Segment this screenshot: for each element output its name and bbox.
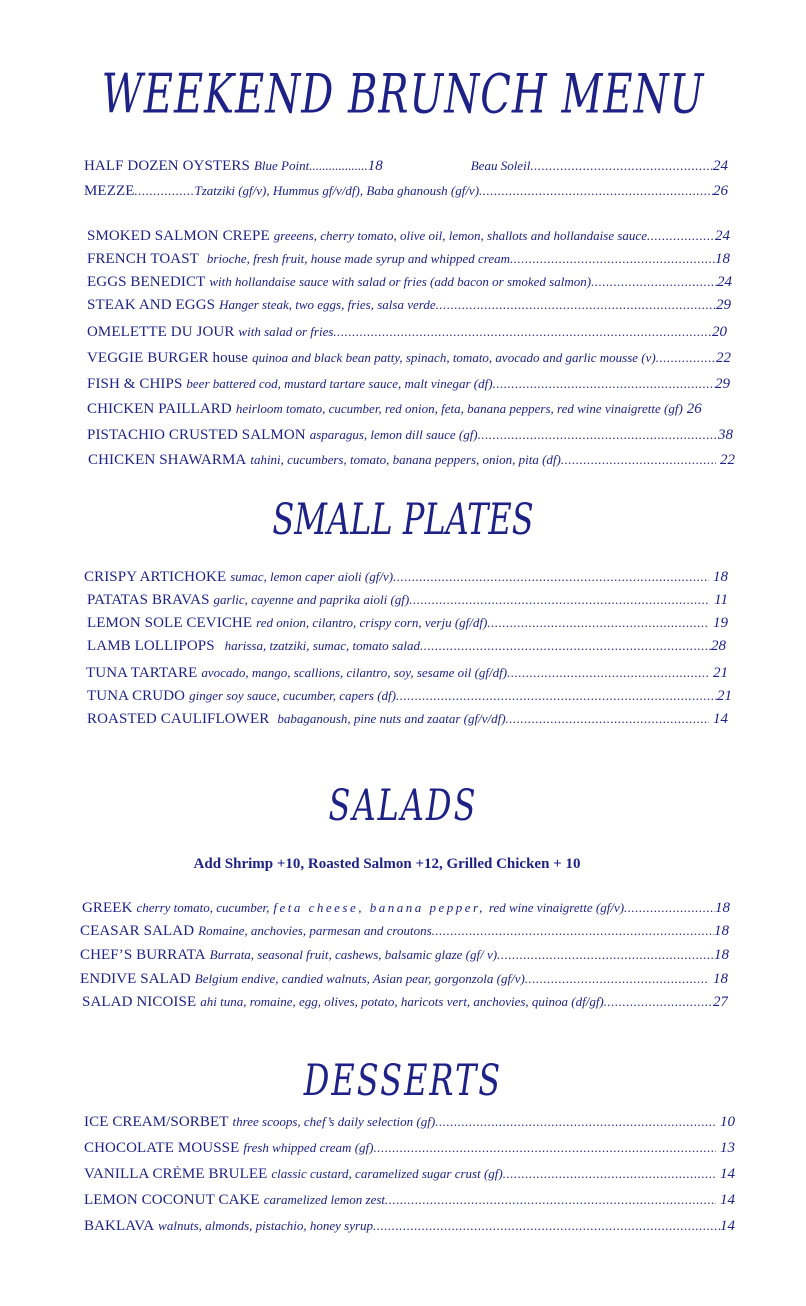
item-price: 14 bbox=[720, 1192, 735, 1208]
item-name: OMELETTE DU JOUR bbox=[87, 324, 235, 340]
menu-item-row bbox=[87, 427, 733, 447]
salad-row bbox=[82, 900, 730, 920]
dessert-row bbox=[84, 1192, 735, 1212]
item-price: 14 bbox=[720, 1166, 735, 1182]
item-price: 21 bbox=[717, 688, 732, 704]
leader-dots bbox=[497, 947, 714, 963]
item-price: 18 bbox=[714, 947, 729, 963]
item-name: CEASAR SALAD bbox=[80, 923, 195, 939]
item-description: with hollandaise sauce with salad or fries (add bacon or smoked salmon) bbox=[209, 274, 592, 289]
section-title-small-plates: SMALL PLATES bbox=[272, 493, 534, 545]
menu-item-row bbox=[87, 251, 730, 271]
item-description-tail: red wine vinaigrette (gf/v) bbox=[488, 900, 625, 915]
item-price: 18 bbox=[715, 900, 730, 916]
item-name: CRISPY ARTICHOKE bbox=[84, 569, 227, 585]
item-name: EGGS BENEDICT bbox=[87, 274, 206, 290]
leader-dots bbox=[591, 274, 717, 290]
leader-dots bbox=[506, 711, 709, 727]
salad-row bbox=[80, 947, 729, 967]
item-description: harissa, tzatziki, sumac, tomato salad bbox=[224, 638, 421, 653]
menu-item-row bbox=[87, 324, 727, 344]
item-price: 14 bbox=[720, 1218, 735, 1234]
item-name: SALAD NICOISE bbox=[82, 994, 197, 1010]
leader-dots bbox=[624, 900, 715, 916]
menu-item-row bbox=[87, 401, 733, 421]
item-description: ahi tuna, romaine, egg, olives, potato, haricots vert, anchovies, quinoa (df/gf) bbox=[200, 994, 604, 1009]
item-name: GREEK bbox=[82, 900, 133, 916]
item-name: CHEF’S BURRATA bbox=[80, 947, 206, 963]
item-price: 26 bbox=[713, 183, 728, 199]
item-price: 14 bbox=[713, 711, 728, 727]
item-price: 27 bbox=[713, 994, 728, 1010]
leader-dots bbox=[487, 615, 709, 631]
item-price: 28 bbox=[711, 638, 726, 654]
small-plate-row bbox=[87, 688, 732, 708]
item-name: VEGGIE BURGER house bbox=[87, 350, 249, 366]
item-description: avocado, mango, scallions, cilantro, soy, sesame oil (gf/df) bbox=[201, 665, 508, 680]
item-price: 18 bbox=[713, 569, 728, 585]
item-price: 26 bbox=[686, 401, 702, 417]
item-price: 11 bbox=[714, 592, 728, 608]
item-price: 29 bbox=[716, 297, 731, 313]
leader-dots bbox=[604, 994, 713, 1010]
item-description: beer battered cod, mustard tartare sauce, malt vinegar (df) bbox=[186, 376, 493, 391]
item-name: HALF DOZEN OYSTERS bbox=[84, 158, 250, 174]
item-name: LAMB LOLLIPOPS bbox=[87, 638, 215, 654]
item-name: ROASTED CAULIFLOWER bbox=[87, 711, 270, 727]
menu-item-row bbox=[87, 274, 732, 294]
item-price: 29 bbox=[715, 376, 730, 392]
item-name: TUNA CRUDO bbox=[87, 688, 186, 704]
menu-item-row bbox=[88, 452, 735, 472]
item-price: 10 bbox=[720, 1114, 735, 1130]
item-description: cherry tomato, cucumber, bbox=[136, 900, 270, 915]
item-name: VANILLA CRÈME BRULEE bbox=[84, 1166, 268, 1182]
item-name: STEAK AND EGGS bbox=[87, 297, 216, 313]
menu-item-row bbox=[87, 376, 730, 396]
item-description: Belgium endive, candied walnuts, Asian pear, gorgonzola (gf/v) bbox=[194, 971, 525, 986]
leader-dots bbox=[385, 1192, 716, 1208]
leader-dots bbox=[373, 1218, 720, 1234]
item-name: MEZZE bbox=[84, 183, 135, 199]
dessert-row bbox=[84, 1218, 735, 1238]
item-price: 38 bbox=[718, 427, 733, 443]
dessert-row bbox=[84, 1166, 735, 1186]
item-price: 21 bbox=[713, 665, 728, 681]
leader-dots bbox=[647, 228, 715, 244]
leader-dots bbox=[436, 297, 716, 313]
item-name: BAKLAVA bbox=[84, 1218, 155, 1234]
item-description: garlic, cayenne and paprika aioli (gf) bbox=[213, 592, 410, 607]
item-name: LEMON SOLE CEVICHE bbox=[87, 615, 253, 631]
menu-item-row bbox=[84, 183, 728, 203]
item-price: 19 bbox=[713, 615, 728, 631]
page-title: WEEKEND BRUNCH MENU bbox=[101, 63, 705, 127]
item-description: caramelized lemon zest bbox=[263, 1192, 386, 1207]
leader-dots bbox=[409, 592, 710, 608]
small-plate-row bbox=[87, 638, 726, 658]
item-description: Romaine, anchovies, parmesan and croutons bbox=[198, 923, 432, 938]
item-price: 24 bbox=[713, 158, 728, 174]
item-description: red onion, cilantro, crispy corn, verju (gf/df) bbox=[256, 615, 488, 630]
item-price: 22 bbox=[720, 452, 735, 468]
salad-addons: Add Shrimp +10, Roasted Salmon +12, Grilled Chicken + 10 bbox=[193, 856, 581, 872]
item-description: fresh whipped cream (gf) bbox=[243, 1140, 374, 1155]
leader-dots bbox=[507, 665, 709, 681]
small-plate-row bbox=[87, 615, 728, 635]
item-name: CHOCOLATE MOUSSE bbox=[84, 1140, 240, 1156]
item-description: brioche, fresh fruit, house made syrup and whipped cream bbox=[206, 251, 510, 266]
item-name: CHICKEN SHAWARMA bbox=[88, 452, 247, 468]
menu-item-oysters bbox=[84, 158, 728, 178]
item-price: 22 bbox=[716, 350, 731, 366]
item-description: walnuts, almonds, pistachio, honey syrup bbox=[158, 1218, 374, 1233]
menu-item-row bbox=[87, 228, 730, 248]
leader-dots bbox=[479, 183, 713, 199]
item-description: quinoa and black bean patty, spinach, tomato, avocado and garlic mousse (v) bbox=[252, 350, 656, 365]
leader-dots bbox=[373, 1140, 716, 1156]
item-price: 13 bbox=[720, 1140, 735, 1156]
item-name: FRENCH TOAST bbox=[87, 251, 199, 267]
item-description: sumac, lemon caper aioli (gf/v) bbox=[230, 569, 394, 584]
dessert-row bbox=[84, 1114, 735, 1134]
item-description: greeens, cherry tomato, olive oil, lemon, shallots and hollandaise sauce bbox=[273, 228, 647, 243]
item-description: tahini, cucumbers, tomato, banana peppers, onion, pita (df) bbox=[250, 452, 561, 467]
section-title-desserts: DESSERTS bbox=[303, 1054, 503, 1106]
leader-dots bbox=[135, 183, 195, 199]
leader-dots bbox=[510, 251, 715, 267]
menu-item-row bbox=[87, 350, 731, 370]
item-name: ENDIVE SALAD bbox=[80, 971, 191, 987]
leader-dots bbox=[493, 376, 715, 392]
leader-dots bbox=[478, 427, 718, 443]
item-description: three scoops, chef’s daily selection (gf) bbox=[232, 1114, 436, 1129]
section-title-salads: SALADS bbox=[328, 779, 478, 831]
leader-dots bbox=[333, 324, 712, 340]
leader-dots bbox=[561, 452, 716, 468]
item-description: heirloom tomato, cucumber, red onion, feta, banana peppers, red wine vinaigrette (gf) bbox=[235, 401, 683, 416]
item-price: 18 bbox=[715, 251, 730, 267]
item-description: Burrata, seasonal fruit, cashews, balsamic glaze (gf/ v) bbox=[209, 947, 498, 962]
small-plate-row bbox=[87, 592, 728, 612]
item-name: ICE CREAM/SORBET bbox=[84, 1114, 229, 1130]
item-name: PATATAS BRAVAS bbox=[87, 592, 210, 608]
item-price: 24 bbox=[715, 228, 730, 244]
small-plate-row bbox=[87, 711, 728, 731]
leader-dots bbox=[393, 569, 709, 585]
item-option: Blue Point bbox=[253, 158, 310, 173]
leader-dots bbox=[435, 1114, 716, 1130]
item-price: 24 bbox=[717, 274, 732, 290]
item-name: PISTACHIO CRUSTED SALMON bbox=[87, 427, 306, 443]
leader-dots bbox=[396, 688, 717, 704]
salad-row bbox=[80, 923, 729, 943]
item-price: 18 bbox=[713, 971, 728, 987]
dessert-row bbox=[84, 1140, 735, 1160]
item-option: Beau Soleil bbox=[470, 158, 531, 173]
item-name: FISH & CHIPS bbox=[87, 376, 183, 392]
leader-dots bbox=[503, 1166, 716, 1182]
item-description: asparagus, lemon dill sauce (gf) bbox=[309, 427, 478, 442]
salad-row bbox=[82, 994, 728, 1014]
item-description: babaganoush, pine nuts and zaatar (gf/v/df) bbox=[277, 711, 506, 726]
small-plate-row bbox=[84, 569, 728, 589]
leader-dots bbox=[432, 923, 714, 939]
leader-dots bbox=[530, 158, 713, 174]
leader-dots bbox=[525, 971, 709, 987]
item-dots: .................. bbox=[309, 158, 368, 173]
item-name: CHICKEN PAILLARD bbox=[87, 401, 232, 417]
item-price: 20 bbox=[712, 324, 727, 340]
item-price: 18 bbox=[714, 923, 729, 939]
item-price: 18 bbox=[367, 158, 383, 174]
item-description: Hanger steak, two eggs, fries, salsa verde bbox=[219, 297, 436, 312]
item-description: classic custard, caramelized sugar crust (gf) bbox=[271, 1166, 503, 1181]
item-description: with salad or fries bbox=[238, 324, 334, 339]
menu-item-row bbox=[87, 297, 731, 317]
item-description: Tzatziki (gf/v), Hummus gf/v/df), Baba ghanoush (gf/v) bbox=[194, 183, 480, 198]
item-name: TUNA TARTARE bbox=[86, 665, 198, 681]
leader-dots bbox=[420, 638, 711, 654]
leader-dots bbox=[656, 350, 716, 366]
item-description-spaced: feta cheese, banana pepper, bbox=[273, 900, 485, 915]
item-name: SMOKED SALMON CREPE bbox=[87, 228, 270, 244]
item-name: LEMON COCONUT CAKE bbox=[84, 1192, 260, 1208]
salad-row bbox=[80, 971, 728, 991]
item-description: ginger soy sauce, cucumber, capers (df) bbox=[189, 688, 396, 703]
small-plate-row bbox=[86, 665, 728, 685]
